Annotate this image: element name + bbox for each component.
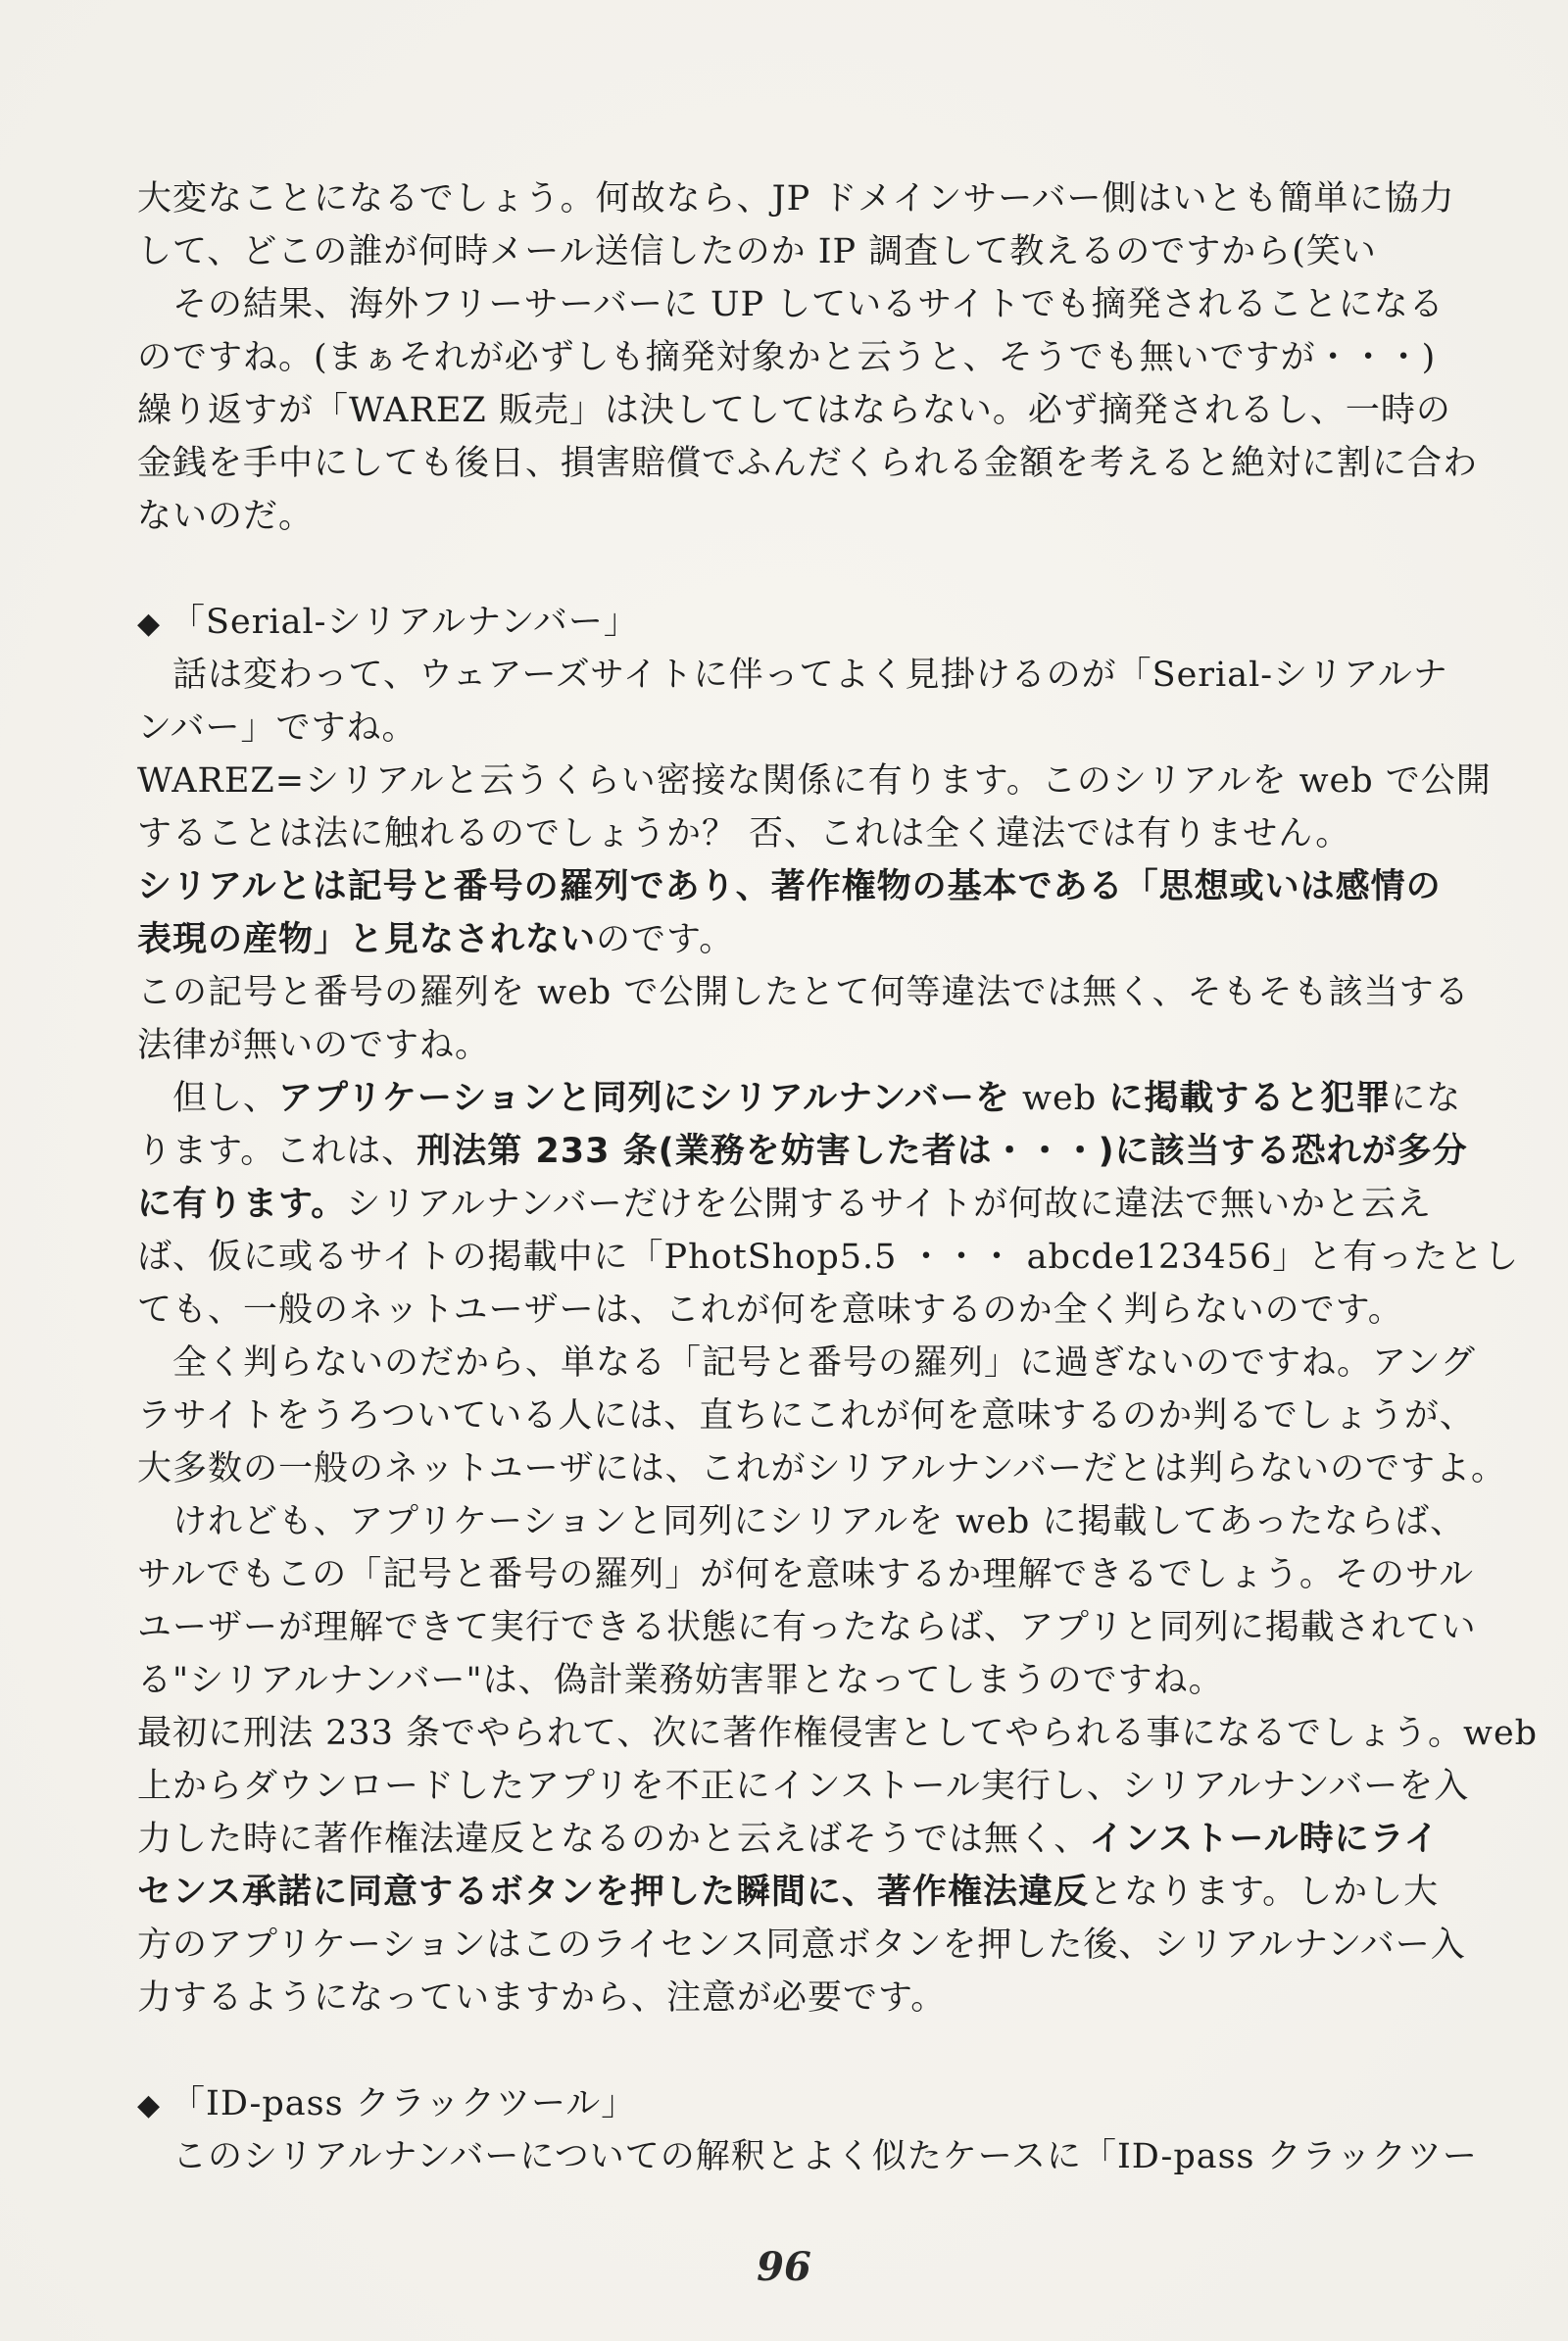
text-line: 話は変わって、ウェアーズサイトに伴ってよく見掛けるのが「Serial-シリアルナ (137, 656, 1448, 695)
text-line: 大多数の一般のネットユーザには、これがシリアルナンバーだとは判らないのですよ。 (137, 1449, 1507, 1488)
text-line: ても、一般のネットユーザーは、これが何を意味するのか全く判らないのです。 (137, 1291, 1403, 1330)
text-line: 繰り返すが「WAREZ 販売」は決してしてはならない。必ず摘発されるし、一時の (137, 391, 1451, 430)
text-line: 全く判らないのだから、単なる「記号と番号の羅列」に過ぎないのですね。アング (137, 1343, 1476, 1383)
text-line: 方のアプリケーションはこのライセンス同意ボタンを押した後、シリアルナンバー入 (137, 1926, 1466, 1965)
text-line: けれども、アプリケーションと同列にシリアルを web に掲載してあったならば、 (137, 1502, 1466, 1541)
spacer (137, 543, 1490, 596)
bold-text: に掲載すると犯罪 (1108, 1079, 1392, 1118)
bold-text: アプリケーションと同列にシリアルナンバーを (278, 1079, 1010, 1118)
text-line (137, 913, 1490, 966)
text-line: ラサイトをうろついている人には、直ちにこれが何を意味するのか判るでしょうが、 (137, 1396, 1475, 1436)
section-heading-idpass (137, 2077, 1490, 2130)
text-line: して、どこの誰が何時メール送信したのか IP 調査して教えるのですから(笑い (137, 232, 1377, 271)
text-line: る"シリアルナンバー"は、偽計業務妨害罪となってしまうのですね。 (137, 1661, 1224, 1700)
bold-text: 表現の産物」と見なされない (137, 920, 597, 959)
text-line: 法律が無いのですね。 (137, 1026, 491, 1065)
text-span: となります。しかし大 (1088, 1873, 1440, 1912)
spacer (137, 2024, 1490, 2077)
diamond-bullet-icon: ◆ (137, 607, 162, 641)
text-line: 最初に刑法 233 条でやられて、次に著作権侵害としてやられる事になるでしょう。web (137, 1714, 1539, 1753)
text-line (137, 1125, 1490, 1178)
section-heading-text: 「ID-pass クラックツール」 (171, 2084, 637, 2123)
page-number: 96 (757, 2244, 811, 2290)
bold-text: 刑法第 233 条(業務を妨害した者は・・・)に該当する恐れが多分 (416, 1132, 1468, 1171)
text-span: のです。 (596, 920, 735, 959)
text-line: のですね。(まぁそれが必ずしも摘発対象かと云うと、そうでも無いですが・・・) (137, 338, 1437, 377)
bold-text: センス承諾に同意するボタンを押した瞬間に、著作権法違反 (137, 1873, 1089, 1912)
text-line: ないのだ。 (137, 497, 315, 536)
text-line (137, 1866, 1490, 1919)
text-line: 金銭を手中にしても後日、損害賠償でふんだくられる金額を考えると絶対に割に合わ (137, 444, 1479, 483)
text-line: ユーザーが理解できて実行できる状態に有ったならば、アプリと同列に掲載されてい (137, 1608, 1477, 1647)
text-line: ンバー」ですね。 (137, 708, 417, 748)
text-line (137, 1813, 1490, 1866)
text-line: することは法に触れるのでしょうか？ 否、これは全く違法では有りません。 (137, 814, 1351, 853)
text-line: サルでもこの「記号と番号の羅列」が何を意味するか理解できるでしょう。そのサル (137, 1555, 1475, 1594)
body-text (137, 172, 1539, 2183)
text-line: ば、仮に或るサイトの掲載中に「PhotShop5.5 ・・・ abcde123456」と有ったとし (137, 1238, 1520, 1277)
text-span: web (1009, 1079, 1109, 1118)
text-line (137, 1072, 1490, 1125)
text-span: 力した時に著作権法違反となるのかと云えばそうでは無く、 (137, 1820, 1090, 1859)
bold-text: インストール時にライ (1089, 1820, 1440, 1859)
section-heading-serial (137, 596, 1490, 649)
text-line: 上からダウンロードしたアプリを不正にインストール実行し、シリアルナンバーを入 (137, 1767, 1470, 1806)
text-span: ります。これは、 (137, 1132, 417, 1171)
text-line: その結果、海外フリーサーバーに UP しているサイトでも摘発されることになる (137, 285, 1445, 324)
bold-text-line: シリアルとは記号と番号の羅列であり、著作権物の基本である「思想或いは感情の (137, 867, 1442, 906)
section-heading-text: 「Serial-シリアルナンバー」 (171, 603, 639, 642)
diamond-bullet-icon: ◆ (137, 2088, 162, 2122)
text-line: この記号と番号の羅列を web で公開したとて何等違法では無く、そもそも該当する (137, 973, 1470, 1012)
text-line: 力するようになっていますから、注意が必要です。 (137, 1978, 947, 2018)
bold-text: に有ります。 (137, 1185, 347, 1224)
text-line: 大変なことになるでしょう。何故なら、JP ドメインサーバー側はいとも簡単に協力 (137, 179, 1455, 219)
text-line: このシリアルナンバーについての解釈とよく似たケースに「ID-pass クラックツー (137, 2137, 1478, 2176)
text-span: 但し、 (137, 1079, 279, 1118)
text-span: シリアルナンバーだけを公開するサイトが何故に違法で無いかと云え (346, 1185, 1433, 1224)
text-line: WAREZ=シリアルと云うくらい密接な関係に有ります。このシリアルを web で公開 (137, 761, 1492, 801)
text-line (137, 1178, 1490, 1231)
text-span: にな (1391, 1079, 1462, 1118)
